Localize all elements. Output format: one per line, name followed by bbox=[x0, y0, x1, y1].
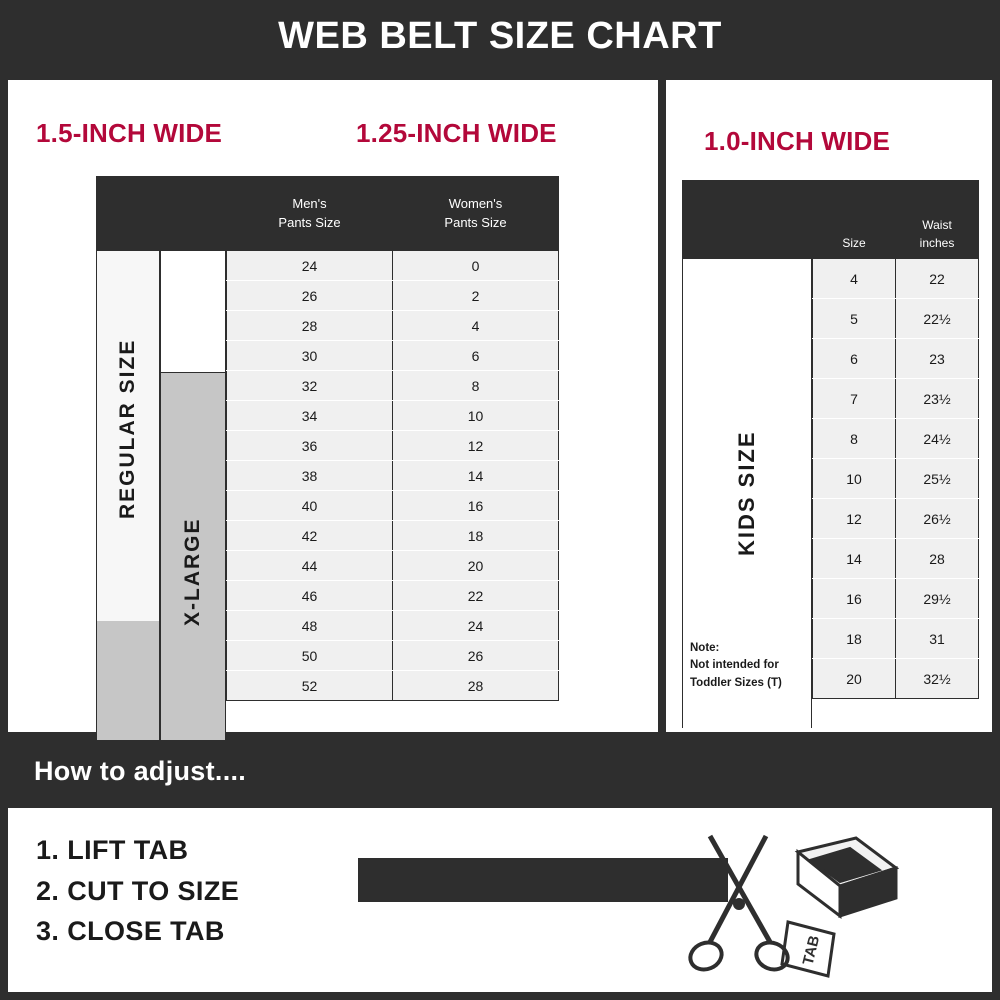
womens-size-cell: 6 bbox=[393, 341, 559, 371]
kids-header-size-text: Size bbox=[842, 235, 866, 250]
kids-size-cell: 4 bbox=[813, 259, 896, 299]
womens-size-cell: 12 bbox=[393, 431, 559, 461]
table-row bbox=[97, 641, 559, 671]
womens-size-cell: 14 bbox=[393, 461, 559, 491]
adult-row-side-spacer bbox=[97, 401, 227, 431]
heading-1-25-inch: 1.25-INCH WIDE bbox=[356, 118, 557, 148]
table-row bbox=[97, 401, 559, 431]
kids-note-line3: Toddler Sizes (T) bbox=[690, 676, 782, 689]
mens-size-cell: 52 bbox=[227, 671, 393, 701]
table-row bbox=[813, 659, 979, 699]
kids-waist-cell: 22½ bbox=[896, 299, 979, 339]
kids-size-cell: 6 bbox=[813, 339, 896, 379]
kids-size-panel bbox=[666, 80, 992, 732]
adult-row-side-spacer bbox=[97, 581, 227, 611]
table-row bbox=[97, 461, 559, 491]
kids-waist-cell: 31 bbox=[896, 619, 979, 659]
kids-table-header-row bbox=[813, 181, 979, 259]
mens-header-line1: Men's bbox=[292, 195, 327, 211]
instruction-steps bbox=[36, 830, 239, 952]
adult-row-side-spacer bbox=[97, 311, 227, 341]
mens-header-line2: Pants Size bbox=[278, 214, 341, 230]
instruction-step: 3. CLOSE TAB bbox=[36, 916, 225, 946]
table-row bbox=[97, 431, 559, 461]
adult-table-header-row bbox=[97, 177, 559, 251]
mens-size-cell: 48 bbox=[227, 611, 393, 641]
adult-size-panel bbox=[8, 80, 658, 732]
table-row bbox=[97, 281, 559, 311]
womens-size-cell: 24 bbox=[393, 611, 559, 641]
kids-note bbox=[690, 640, 810, 692]
womens-size-cell: 10 bbox=[393, 401, 559, 431]
table-row bbox=[813, 499, 979, 539]
table-row bbox=[97, 581, 559, 611]
kids-waist-cell: 23½ bbox=[896, 379, 979, 419]
kids-header-waist-line1: Waist bbox=[922, 218, 952, 233]
table-row bbox=[813, 459, 979, 499]
kids-waist-cell: 24½ bbox=[896, 419, 979, 459]
kids-waist-cell: 23 bbox=[896, 339, 979, 379]
adult-row-side-spacer bbox=[97, 521, 227, 551]
tab-flag bbox=[782, 922, 834, 976]
adult-row-side-spacer bbox=[97, 281, 227, 311]
instructions-panel bbox=[8, 808, 992, 992]
adult-size-table bbox=[96, 176, 559, 701]
table-row bbox=[97, 491, 559, 521]
table-row bbox=[97, 671, 559, 701]
womens-size-cell: 0 bbox=[393, 251, 559, 281]
adult-row-side-spacer bbox=[97, 491, 227, 521]
heading-1-0-inch: 1.0-INCH WIDE bbox=[704, 126, 891, 156]
kids-size-cell: 8 bbox=[813, 419, 896, 459]
kids-header-waist-line2: inches bbox=[919, 235, 955, 250]
kids-waist-cell: 25½ bbox=[896, 459, 979, 499]
kids-waist-cell: 26½ bbox=[896, 499, 979, 539]
kids-header-size bbox=[813, 181, 896, 259]
page-title: WEB BELT SIZE CHART bbox=[278, 14, 722, 57]
kids-waist-cell: 32½ bbox=[896, 659, 979, 699]
table-row bbox=[813, 379, 979, 419]
adult-header-womens bbox=[393, 177, 559, 251]
mens-size-cell: 32 bbox=[227, 371, 393, 401]
table-row bbox=[97, 251, 559, 281]
womens-size-cell: 16 bbox=[393, 491, 559, 521]
mens-size-cell: 30 bbox=[227, 341, 393, 371]
adult-row-side-spacer bbox=[97, 611, 227, 641]
mens-size-cell: 38 bbox=[227, 461, 393, 491]
womens-size-cell: 2 bbox=[393, 281, 559, 311]
instruction-step: 1. LIFT TAB bbox=[36, 835, 189, 865]
how-to-adjust-bar bbox=[8, 740, 992, 802]
womens-header-line2: Pants Size bbox=[444, 214, 507, 230]
mens-size-cell: 46 bbox=[227, 581, 393, 611]
adult-row-side-spacer bbox=[97, 461, 227, 491]
womens-header-line1: Women's bbox=[448, 195, 503, 211]
page-header bbox=[0, 0, 1000, 72]
mens-size-cell: 34 bbox=[227, 401, 393, 431]
table-row bbox=[97, 341, 559, 371]
label-kids-size: KIDS SIZE bbox=[682, 258, 812, 728]
table-row bbox=[813, 259, 979, 299]
kids-size-cell: 20 bbox=[813, 659, 896, 699]
kids-size-cell: 10 bbox=[813, 459, 896, 499]
kids-size-cell: 7 bbox=[813, 379, 896, 419]
kids-size-cell: 16 bbox=[813, 579, 896, 619]
table-row bbox=[813, 339, 979, 379]
heading-1-5-inch: 1.5-INCH WIDE bbox=[36, 118, 223, 148]
table-row bbox=[97, 311, 559, 341]
kids-size-cell: 12 bbox=[813, 499, 896, 539]
table-row bbox=[813, 619, 979, 659]
mens-size-cell: 44 bbox=[227, 551, 393, 581]
womens-size-cell: 26 bbox=[393, 641, 559, 671]
table-row bbox=[813, 539, 979, 579]
adult-row-side-spacer bbox=[97, 431, 227, 461]
table-row bbox=[97, 521, 559, 551]
table-row bbox=[97, 371, 559, 401]
kids-waist-cell: 22 bbox=[896, 259, 979, 299]
scissors-icon bbox=[686, 836, 791, 974]
womens-size-cell: 4 bbox=[393, 311, 559, 341]
how-to-adjust-title: How to adjust.... bbox=[34, 755, 247, 786]
kids-header-waist bbox=[896, 181, 979, 259]
tab-flag-label: TAB bbox=[799, 933, 824, 967]
instruction-step: 2. CUT TO SIZE bbox=[36, 875, 240, 906]
kids-waist-cell: 28 bbox=[896, 539, 979, 579]
adult-header-spacer bbox=[97, 177, 227, 251]
belt-buckle bbox=[798, 838, 896, 916]
label-x-large: X-LARGE bbox=[160, 372, 226, 772]
belt-strap bbox=[358, 858, 728, 902]
table-row bbox=[813, 299, 979, 339]
adult-row-side-spacer bbox=[97, 551, 227, 581]
mens-size-cell: 40 bbox=[227, 491, 393, 521]
mens-size-cell: 28 bbox=[227, 311, 393, 341]
belt-illustration bbox=[358, 830, 968, 980]
womens-size-cell: 22 bbox=[393, 581, 559, 611]
kids-note-line2: Not intended for bbox=[690, 659, 779, 672]
womens-size-cell: 20 bbox=[393, 551, 559, 581]
adult-row-side-spacer bbox=[97, 251, 227, 281]
kids-note-line1: Note: bbox=[690, 642, 720, 654]
table-row bbox=[813, 579, 979, 619]
kids-header-block bbox=[682, 180, 812, 258]
adult-row-side-spacer bbox=[97, 641, 227, 671]
mens-size-cell: 36 bbox=[227, 431, 393, 461]
womens-size-cell: 28 bbox=[393, 671, 559, 701]
table-row bbox=[97, 551, 559, 581]
mens-size-cell: 26 bbox=[227, 281, 393, 311]
table-row bbox=[813, 419, 979, 459]
kids-size-cell: 5 bbox=[813, 299, 896, 339]
kids-waist-cell: 29½ bbox=[896, 579, 979, 619]
label-regular-size: REGULAR SIZE bbox=[96, 236, 160, 621]
adult-row-side-spacer bbox=[97, 671, 227, 701]
kids-size-cell: 14 bbox=[813, 539, 896, 579]
mens-size-cell: 42 bbox=[227, 521, 393, 551]
kids-size-table bbox=[812, 180, 979, 699]
adult-row-side-spacer bbox=[97, 371, 227, 401]
mens-size-cell: 50 bbox=[227, 641, 393, 671]
table-row bbox=[97, 611, 559, 641]
womens-size-cell: 18 bbox=[393, 521, 559, 551]
kids-size-cell: 18 bbox=[813, 619, 896, 659]
womens-size-cell: 8 bbox=[393, 371, 559, 401]
mens-size-cell: 24 bbox=[227, 251, 393, 281]
adult-row-side-spacer bbox=[97, 341, 227, 371]
adult-header-mens bbox=[227, 177, 393, 251]
